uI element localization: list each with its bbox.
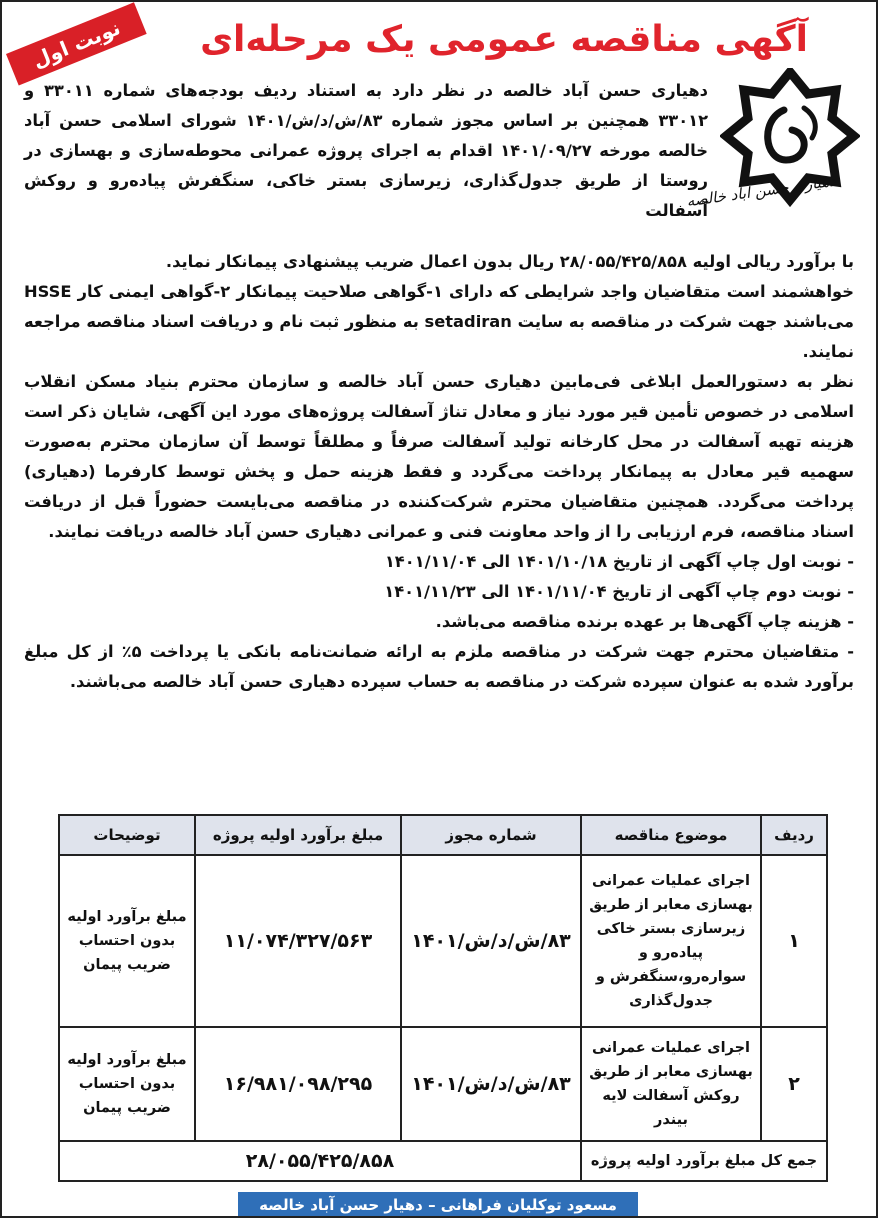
notice-body xyxy=(24,247,854,697)
guarantee-item: - متقاضیان محترم جهت شرکت در مناقصه ملزم به ارائه ضمانت‌نامه بانکی یا پرداخت ۵٪ از کل مبلغ برآورد شده به عنوان سپرده شرکت در مناقصه به حساب سپرده دهیاری حسن آباد خالصه می‌باشند. xyxy=(24,642,854,691)
row-subject: اجرای عملیات عمرانی بهسازی معابر از طریق زیرسازی بستر خاکی پیاده‌رو و سواره‌رو،سنگفرش و جدول‌گذاری xyxy=(581,855,761,1027)
asphalt-paragraph: نظر به دستورالعمل ابلاغی فی‌مابین دهیاری حسن آباد خالصه و سازمان محترم بنیاد مسکن انقلاب اسلامی در خصوص تأمین قیر مورد نیاز و معادل تناژ آسفالت پروژه‌های مورد این آگهی، شایان ذکر است هزینه تهیه آسفالت در محل کارخانه تولید آسفالت صرفاً و مطلقاً توسط آن سازمان محترم به‌صورت سهمیه قیر معادل به پیمانکار پرداخت می‌گردد و فقط هزینه حمل و پخش توسط کارفرما (دهیاری) پرداخت می‌گردد. همچنین متقاضیان محترم شرکت‌کننده در مناقصه می‌بایست حضوراً قبل از دریافت اسناد مناقصه، فرم ارزیابی را از واحد معاونت فنی و عمرانی دهیاری حسن آباد خالصه دریافت نمایند. xyxy=(24,372,854,541)
row-note: مبلغ برآورد اولیه بدون احتساب ضریب پیمان xyxy=(59,855,195,1027)
row-number: ۲ xyxy=(761,1027,827,1141)
table-row xyxy=(59,1027,827,1141)
table-header-row xyxy=(59,815,827,855)
first-print-item: - نوبت اول چاپ آگهی از تاریخ ۱۴۰۱/۱۰/۱۸ الی ۱۴۰۱/۱۱/۰۴ xyxy=(384,552,854,571)
intro-paragraph xyxy=(24,76,708,226)
row-note: مبلغ برآورد اولیه بدون احتساب ضریب پیمان xyxy=(59,1027,195,1141)
intro-text: در نظر دارد به استناد ردیف بودجه‌های شماره ۳۳۰۱۱ و ۳۳۰۱۲ همچنین بر اساس مجوز شماره ۸۳/ش/د/ش/۱۴۰۱ شورای اسلامی حسن آباد خالصه مورخه ۱۴۰۱/۰۹/۲۷ اقدام به اجرای پروژه عمرانی محوطه‌سازی و بهسازی در روستا از طریق جدول‌گذاری، زیرسازی بستر خاکی، سنگفرش پیاده‌رو و روکش آسفالت xyxy=(24,81,709,220)
header-notes: توضیحات xyxy=(59,815,195,855)
requirements-paragraph: خواهشمند است متقاضیان واجد شرایطی که دارای ۱-گواهی صلاحیت پیمانکار ۲-گواهی ایمنی کار HSSE می‌باشند جهت شرکت در مناقصه به سایت setadiran به منظور ثبت نام و دریافت اسناد مناقصه مراجعه نمایند. xyxy=(24,282,854,361)
total-value: ۲۸/۰۵۵/۴۲۵/۸۵۸ xyxy=(59,1141,581,1181)
row-subject: اجرای عملیات عمرانی بهسازی معابر از طریق روکش آسفالت لایه بیندر xyxy=(581,1027,761,1141)
second-print-item: - نوبت دوم چاپ آگهی از تاریخ ۱۴۰۱/۱۱/۰۴ الی ۱۴۰۱/۱۱/۲۳ xyxy=(384,582,854,601)
header-subject: موضوع مناقصه xyxy=(581,815,761,855)
organization-name: دهیاری حسن آباد خالصه xyxy=(502,81,708,100)
logo-caption: دهیاری حسن آباد خالصه xyxy=(685,171,837,211)
round-badge: نوبت اول xyxy=(6,2,147,85)
header-permit: شماره مجوز xyxy=(401,815,581,855)
tender-table xyxy=(58,814,828,1182)
header-amount: مبلغ برآورد اولیه پروژه xyxy=(195,815,401,855)
row-permit: ۸۳/ش/د/ش/۱۴۰۱ xyxy=(401,855,581,1027)
row-number: ۱ xyxy=(761,855,827,1027)
row-amount: ۱۱/۰۷۴/۳۲۷/۵۶۳ xyxy=(195,855,401,1027)
table-row xyxy=(59,855,827,1027)
table-total-row xyxy=(59,1141,827,1181)
row-amount: ۱۶/۹۸۱/۰۹۸/۲۹۵ xyxy=(195,1027,401,1141)
total-label: جمع کل مبلغ برآورد اولیه پروژه xyxy=(581,1141,827,1181)
page-title: آگهی مناقصه عمومی یک مرحله‌ای xyxy=(200,19,808,60)
header-row-no: ردیف xyxy=(761,815,827,855)
print-cost-item: - هزینه چاپ آگهی‌ها بر عهده برنده مناقصه می‌باشد. xyxy=(435,612,854,631)
estimate-paragraph: با برآورد ریالی اولیه ۲۸/۰۵۵/۴۲۵/۸۵۸ ریال بدون اعمال ضریب پیشنهادی پیمانکار نماید. xyxy=(165,252,854,271)
signature-footer: مسعود توکلیان فراهانی – دهیار حسن آباد خالصه xyxy=(238,1192,638,1218)
row-permit: ۸۳/ش/د/ش/۱۴۰۱ xyxy=(401,1027,581,1141)
